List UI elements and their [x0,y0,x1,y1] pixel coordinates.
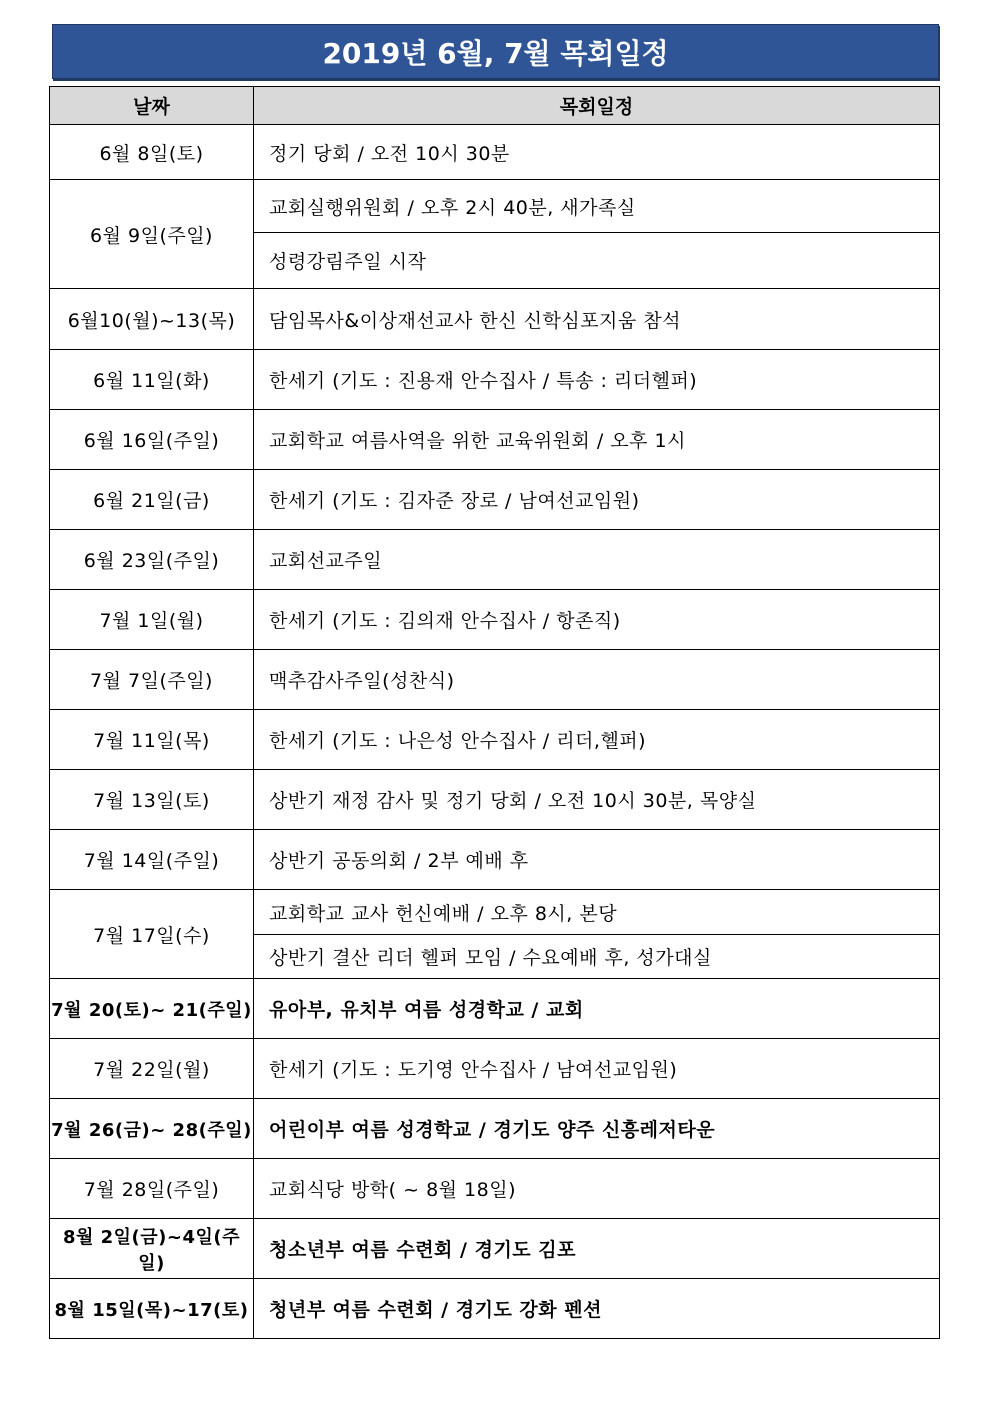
title-banner [52,24,939,79]
table-row [50,710,940,770]
table-row [50,1159,940,1219]
table-row [50,350,940,410]
table-header-row [50,87,940,125]
row-event: 성령강림주일 시작 [254,233,940,289]
row-event: 담임목사&이상재선교사 한신 신학심포지움 참석 [254,289,940,350]
table-row [50,180,940,233]
row-date: 8월 15일(목)~17(토) [50,1279,254,1339]
row-date: 6월 8일(토) [50,125,254,180]
table-row [50,1279,940,1339]
row-event: 맥추감사주일(성찬식) [254,650,940,710]
header-event: 목회일정 [254,87,940,125]
row-event: 유아부, 유치부 여름 성경학교 / 교회 [254,979,940,1039]
row-event: 상반기 공동의회 / 2부 예배 후 [254,830,940,890]
row-date: 7월 14일(주일) [50,830,254,890]
row-date: 6월 23일(주일) [50,530,254,590]
row-date: 7월 11일(목) [50,710,254,770]
row-date: 7월 26(금)~ 28(주일) [50,1099,254,1159]
row-event: 상반기 재정 감사 및 정기 당회 / 오전 10시 30분, 목양실 [254,770,940,830]
table-row [50,1099,940,1159]
table-row [50,979,940,1039]
header-date: 날짜 [50,87,254,125]
table-row [50,410,940,470]
table-row [50,830,940,890]
table-row [50,890,940,935]
row-date: 6월 16일(주일) [50,410,254,470]
row-event: 상반기 결산 리더 헬퍼 모임 / 수요예배 후, 성가대실 [254,935,940,979]
row-event: 교회실행위원회 / 오후 2시 40분, 새가족실 [254,180,940,233]
row-date: 7월 7일(주일) [50,650,254,710]
row-event: 정기 당회 / 오전 10시 30분 [254,125,940,180]
row-event: 청년부 여름 수련회 / 경기도 강화 펜션 [254,1279,940,1339]
row-event: 한세기 (기도 : 나은성 안수집사 / 리더,헬퍼) [254,710,940,770]
row-event: 한세기 (기도 : 도기영 안수집사 / 남여선교임원) [254,1039,940,1099]
page-title: 2019년 6월, 7월 목회일정 [322,36,669,70]
table-row [50,1219,940,1279]
table-row [50,590,940,650]
row-date: 6월 9일(주일) [50,180,254,289]
row-date: 6월 11일(화) [50,350,254,410]
row-date: 6월10(월)~13(목) [50,289,254,350]
table-row [50,650,940,710]
row-event: 한세기 (기도 : 김의재 안수집사 / 항존직) [254,590,940,650]
row-date: 7월 28일(주일) [50,1159,254,1219]
table-row [50,1039,940,1099]
row-date: 7월 20(토)~ 21(주일) [50,979,254,1039]
row-date: 7월 17일(수) [50,890,254,979]
row-event: 어린이부 여름 성경학교 / 경기도 양주 신흥레저타운 [254,1099,940,1159]
row-event: 교회식당 방학( ~ 8월 18일) [254,1159,940,1219]
row-event: 청소년부 여름 수련회 / 경기도 김포 [254,1219,940,1279]
table-row [50,770,940,830]
table-row [50,470,940,530]
row-date: 7월 22일(월) [50,1039,254,1099]
row-date: 7월 1일(월) [50,590,254,650]
table-row [50,530,940,590]
row-event: 한세기 (기도 : 김자준 장로 / 남여선교임원) [254,470,940,530]
table-row [50,289,940,350]
schedule-table [49,86,940,1339]
row-date: 7월 13일(토) [50,770,254,830]
row-event: 교회학교 교사 헌신예배 / 오후 8시, 본당 [254,890,940,935]
row-date: 6월 21일(금) [50,470,254,530]
row-event: 교회선교주일 [254,530,940,590]
row-event: 교회학교 여름사역을 위한 교육위원회 / 오후 1시 [254,410,940,470]
table-row [50,125,940,180]
row-date: 8월 2일(금)~4일(주일) [50,1219,254,1279]
row-event: 한세기 (기도 : 진용재 안수집사 / 특송 : 리더헬퍼) [254,350,940,410]
